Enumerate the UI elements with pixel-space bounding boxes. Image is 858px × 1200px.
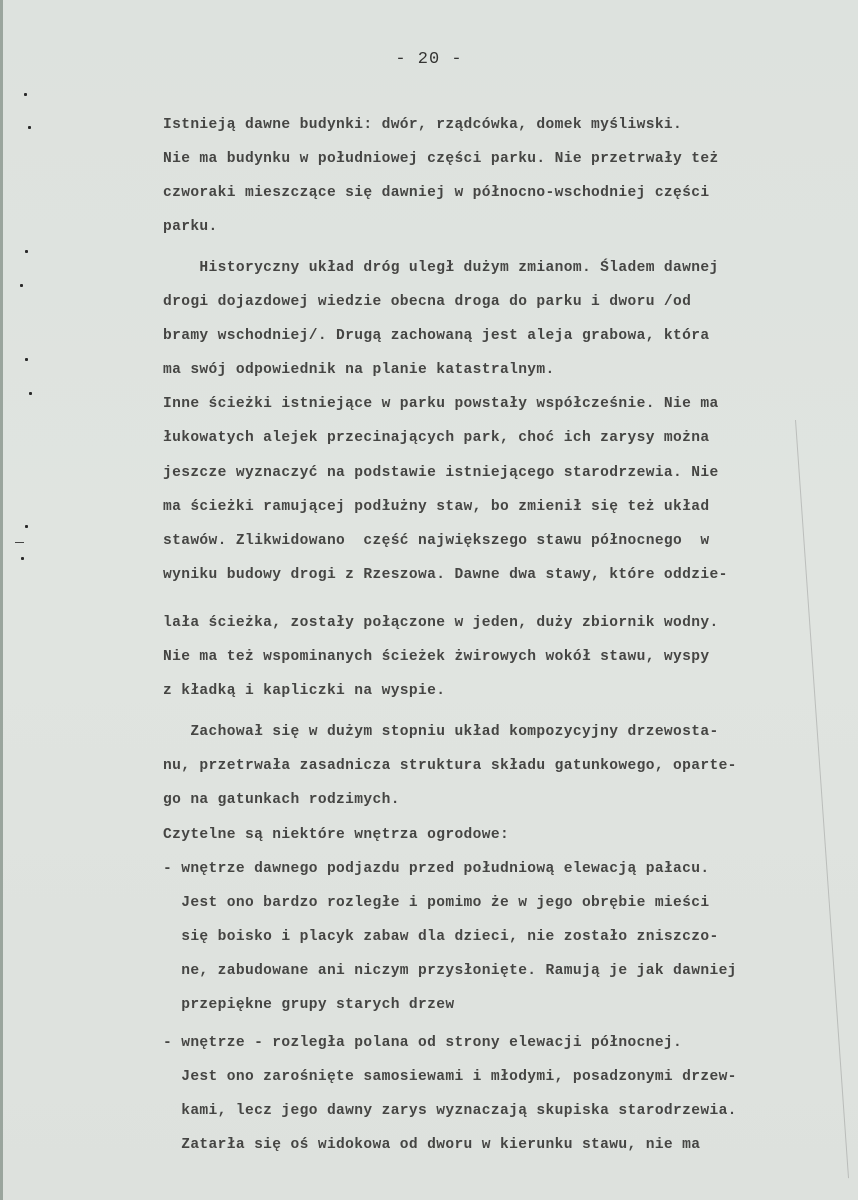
text-line: Zachował się w dużym stopniu układ kompozycyjny drzewosta- [163, 724, 719, 740]
margin-mark [25, 250, 28, 253]
text-line: lała ścieżka, zostały połączone w jeden, duży zbiornik wodny. [163, 615, 719, 631]
text-line: przepiękne grupy starych drzew [163, 997, 455, 1013]
margin-mark [20, 284, 23, 287]
text-line: stawów. Zlikwidowano część największego stawu północnego w [163, 533, 710, 549]
text-line: Czytelne są niektóre wnętrza ogrodowe: [163, 827, 510, 843]
margin-mark [25, 358, 28, 361]
margin-mark [28, 126, 31, 129]
text-line: Istnieją dawne budynki: dwór, rządcówka, domek myśliwski. [163, 117, 683, 133]
text-line: kami, lecz jego dawny zarys wyznaczają skupiska starodrzewia. [163, 1103, 737, 1119]
text-line: jeszcze wyznaczyć na podstawie istniejącego starodrzewia. Nie [163, 465, 719, 481]
text-line: parku. [163, 219, 218, 235]
page-number: - 20 - [395, 50, 463, 69]
text-line: drogi dojazdowej wiedzie obecna droga do parku i dworu /od [163, 294, 692, 310]
text-line: nu, przetrwała zasadnicza struktura składu gatunkowego, oparte- [163, 758, 737, 774]
text-line: wyniku budowy drogi z Rzeszowa. Dawne dwa stawy, które oddzie- [163, 567, 728, 583]
text-line: łukowatych alejek przecinających park, choć ich zarysy można [163, 430, 710, 446]
text-line: Jest ono zarośnięte samosiewami i młodymi, posadzonymi drzew- [163, 1069, 737, 1085]
page-edge [0, 0, 3, 1200]
text-line: go na gatunkach rodzimych. [163, 792, 400, 808]
margin-mark [15, 542, 24, 543]
margin-mark [25, 525, 28, 528]
margin-mark [21, 557, 24, 560]
text-line: ne, zabudowane ani niczym przysłonięte. Ramują je jak dawniej [163, 963, 737, 979]
text-line: Historyczny układ dróg uległ dużym zmianom. Śladem dawnej [163, 260, 719, 276]
text-line: ma ścieżki ramującej podłużny staw, bo zmienił się też układ [163, 499, 710, 515]
text-line: Jest ono bardzo rozległe i pomimo że w jego obrębie mieści [163, 895, 710, 911]
text-line: - wnętrze dawnego podjazdu przed południową elewacją pałacu. [163, 861, 710, 877]
text-line: Inne ścieżki istniejące w parku powstały współcześnie. Nie ma [163, 396, 719, 412]
text-line: ma swój odpowiednik na planie katastralnym. [163, 362, 555, 378]
text-line: Nie ma też wspominanych ścieżek żwirowych wokół stawu, wyspy [163, 649, 710, 665]
text-line: Nie ma budynku w południowej części parku. Nie przetrwały też [163, 151, 719, 167]
text-line: - wnętrze - rozległa polana od strony elewacji północnej. [163, 1035, 683, 1051]
text-line: z kładką i kapliczki na wyspie. [163, 683, 446, 699]
paper-crease [795, 420, 849, 1178]
text-line: Zatarła się oś widokowa od dworu w kierunku stawu, nie ma [163, 1137, 701, 1153]
text-line: się boisko i placyk zabaw dla dzieci, nie zostało zniszczo- [163, 929, 719, 945]
text-line: bramy wschodniej/. Drugą zachowaną jest aleja grabowa, która [163, 328, 710, 344]
text-line: czworaki mieszczące się dawniej w północno-wschodniej części [163, 185, 710, 201]
margin-mark [29, 392, 32, 395]
margin-mark [24, 93, 27, 96]
